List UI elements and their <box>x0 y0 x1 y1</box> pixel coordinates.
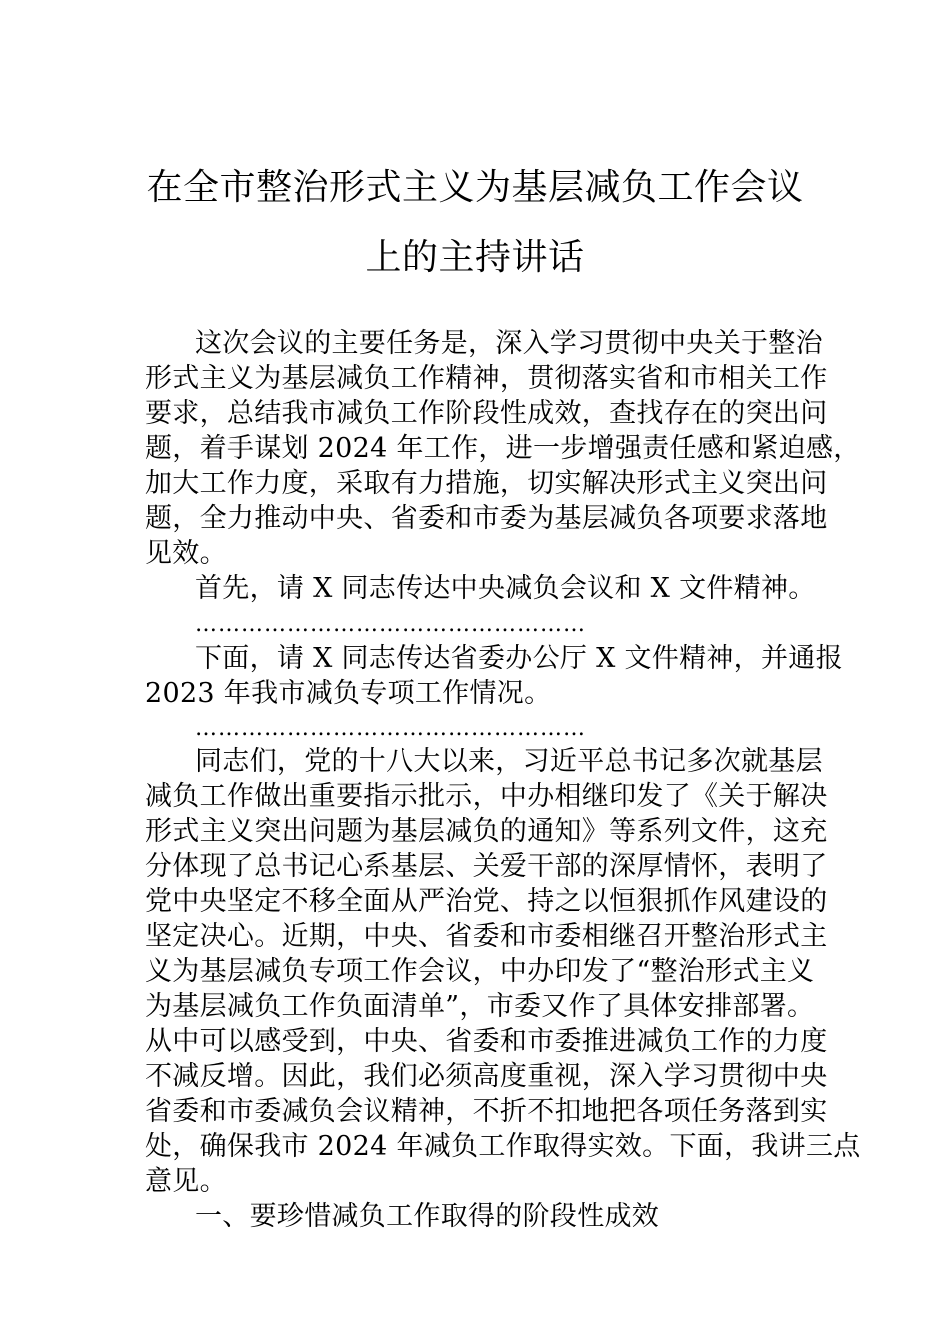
body-text-line: 2023 年我市减负专项工作情况。 <box>145 678 552 709</box>
body-text-line: 为基层减负工作负面清单”，市委又作了具体安排部署。 <box>145 991 815 1022</box>
body-text-line: 处，确保我市 2024 年减负工作取得实效。下面，我讲三点 <box>145 1131 861 1162</box>
body-text-line: 要求，总结我市减负工作阶段性成效，查找存在的突出问 <box>145 398 828 429</box>
body-text-line: 义为基层减负专项工作会议，中办印发了“整治形式主义 <box>145 956 815 987</box>
body-text-line: 党中央坚定不移全面从严治党、持之以恒狠抓作风建设的 <box>145 886 828 917</box>
ellipsis-separator: …………………………………………… <box>195 612 586 637</box>
body-text-line: 加大工作力度，采取有力措施，切实解决形式主义突出问 <box>145 468 828 499</box>
document-title-line-2: 上的主持讲话 <box>365 237 585 278</box>
body-text-line: 题，全力推动中央、省委和市委为基层减负各项要求落地 <box>145 503 828 534</box>
body-text-line: 这次会议的主要任务是，深入学习贯彻中央关于整治 <box>195 328 823 359</box>
body-text-line: 题，着手谋划 2024 年工作，进一步增强责任感和紧迫感， <box>145 433 861 464</box>
body-text-line: 坚定决心。近期，中央、省委和市委相继召开整治形式主 <box>145 921 828 952</box>
body-text-line: 首先，请 X 同志传达中央减负会议和 X 文件精神。 <box>195 573 816 604</box>
section-heading: 一、要珍惜减负工作取得的阶段性成效 <box>195 1201 660 1232</box>
body-text-line: 意见。 <box>145 1166 227 1197</box>
document-title-line-1: 在全市整治形式主义为基层减负工作会议 <box>146 167 804 208</box>
body-text-line: 同志们，党的十八大以来，习近平总书记多次就基层 <box>195 746 823 777</box>
body-text-line: 从中可以感受到，中央、省委和市委推进减负工作的力度 <box>145 1026 828 1057</box>
body-text-line: 形式主义突出问题为基层减负的通知》等系列文件，这充 <box>145 816 828 847</box>
body-text-line: 分体现了总书记心系基层、关爱干部的深厚情怀，表明了 <box>145 851 828 882</box>
body-text-line: 减负工作做出重要指示批示，中办相继印发了《关于解决 <box>145 781 828 812</box>
body-text-line: 下面，请 X 同志传达省委办公厅 X 文件精神，并通报 <box>195 643 843 674</box>
body-text-line: 见效。 <box>145 538 227 569</box>
body-text-line: 不减反增。因此，我们必须高度重视，深入学习贯彻中央 <box>145 1061 828 1092</box>
body-text-line: 省委和市委减负会议精神，不折不扣地把各项任务落到实 <box>145 1096 828 1127</box>
ellipsis-separator: …………………………………………… <box>195 716 586 741</box>
body-text-line: 形式主义为基层减负工作精神，贯彻落实省和市相关工作 <box>145 363 828 394</box>
